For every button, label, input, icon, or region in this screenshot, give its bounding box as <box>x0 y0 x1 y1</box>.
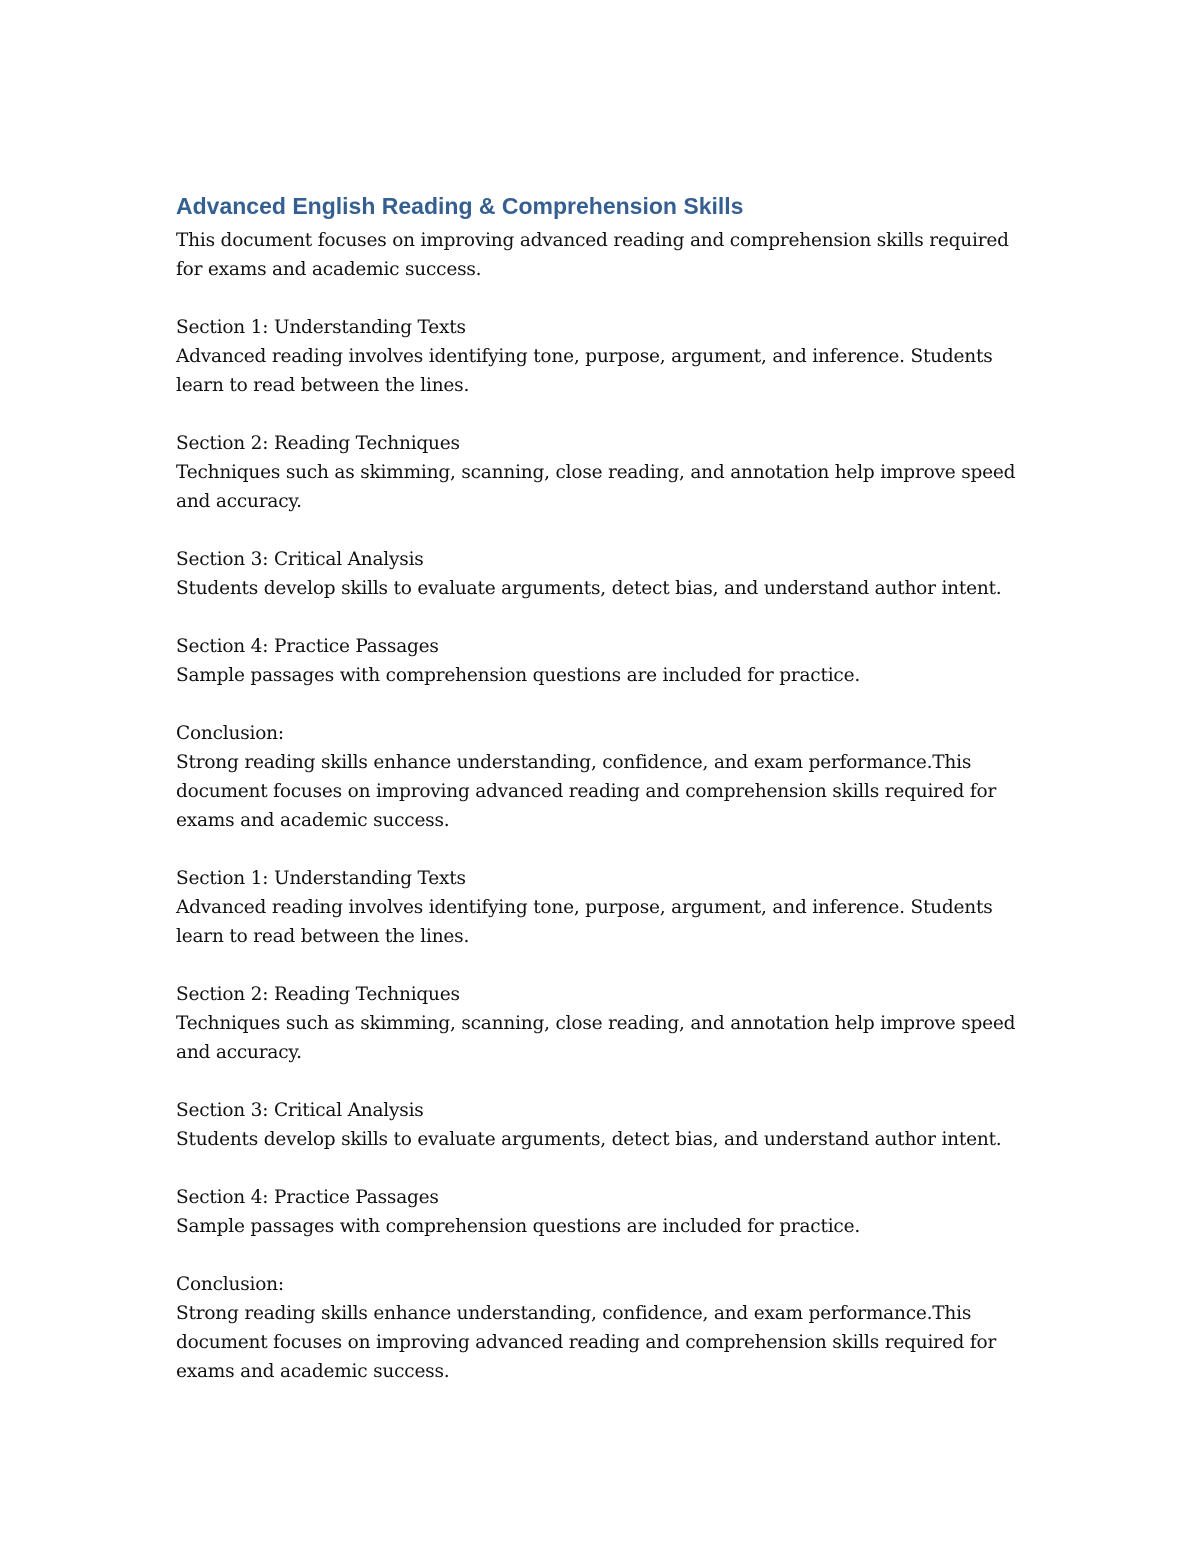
document-title: Advanced English Reading & Comprehension Skills <box>176 193 744 219</box>
paragraph-line: for exams and academic success. <box>176 259 482 280</box>
section-heading: Section 2: Reading Techniques <box>176 984 460 1005</box>
paragraph-line: and accuracy. <box>176 1042 302 1063</box>
section-heading: Section 1: Understanding Texts <box>176 868 466 889</box>
paragraph-line: Techniques such as skimming, scanning, close reading, and annotation help improve speed <box>176 1013 1016 1034</box>
section-2-paragraph-repeat <box>176 980 1026 1067</box>
section-heading: Section 3: Critical Analysis <box>176 1100 424 1121</box>
section-1-paragraph-repeat <box>176 864 1026 951</box>
section-4-paragraph <box>176 632 1026 690</box>
paragraph-line: Students develop skills to evaluate arguments, detect bias, and understand author intent. <box>176 1129 1002 1150</box>
section-3-paragraph-repeat <box>176 1096 1026 1154</box>
section-1-paragraph <box>176 313 1026 400</box>
section-heading: Section 3: Critical Analysis <box>176 549 424 570</box>
section-3-paragraph <box>176 545 1026 603</box>
paragraph-line: document focuses on improving advanced reading and comprehension skills required for <box>176 1332 997 1353</box>
paragraph-line: document focuses on improving advanced reading and comprehension skills required for <box>176 781 997 802</box>
section-heading: Section 2: Reading Techniques <box>176 433 460 454</box>
paragraph-line: Strong reading skills enhance understanding, confidence, and exam performance.This <box>176 1303 972 1324</box>
paragraph-line: exams and academic success. <box>176 1361 450 1382</box>
paragraph-line: Sample passages with comprehension questions are included for practice. <box>176 1216 861 1237</box>
paragraph-line: Students develop skills to evaluate arguments, detect bias, and understand author intent. <box>176 578 1002 599</box>
conclusion-paragraph <box>176 719 1026 835</box>
conclusion-paragraph-repeat <box>176 1270 1026 1386</box>
paragraph-line: This document focuses on improving advanced reading and comprehension skills required <box>176 230 1009 251</box>
paragraph-line: exams and academic success. <box>176 810 450 831</box>
section-heading: Section 4: Practice Passages <box>176 636 439 657</box>
section-heading: Section 1: Understanding Texts <box>176 317 466 338</box>
section-4-paragraph-repeat <box>176 1183 1026 1241</box>
section-heading: Conclusion: <box>176 1274 284 1295</box>
paragraph-line: Sample passages with comprehension questions are included for practice. <box>176 665 861 686</box>
section-2-paragraph <box>176 429 1026 516</box>
paragraph-line: learn to read between the lines. <box>176 926 470 947</box>
intro-paragraph <box>176 226 1026 284</box>
section-heading: Section 4: Practice Passages <box>176 1187 439 1208</box>
paragraph-line: Advanced reading involves identifying tone, purpose, argument, and inference. Students <box>176 346 993 367</box>
paragraph-line: and accuracy. <box>176 491 302 512</box>
document-page <box>176 192 1026 1415</box>
paragraph-line: Advanced reading involves identifying tone, purpose, argument, and inference. Students <box>176 897 993 918</box>
paragraph-line: Techniques such as skimming, scanning, close reading, and annotation help improve speed <box>176 462 1016 483</box>
paragraph-line: Strong reading skills enhance understanding, confidence, and exam performance.This <box>176 752 972 773</box>
section-heading: Conclusion: <box>176 723 284 744</box>
paragraph-line: learn to read between the lines. <box>176 375 470 396</box>
